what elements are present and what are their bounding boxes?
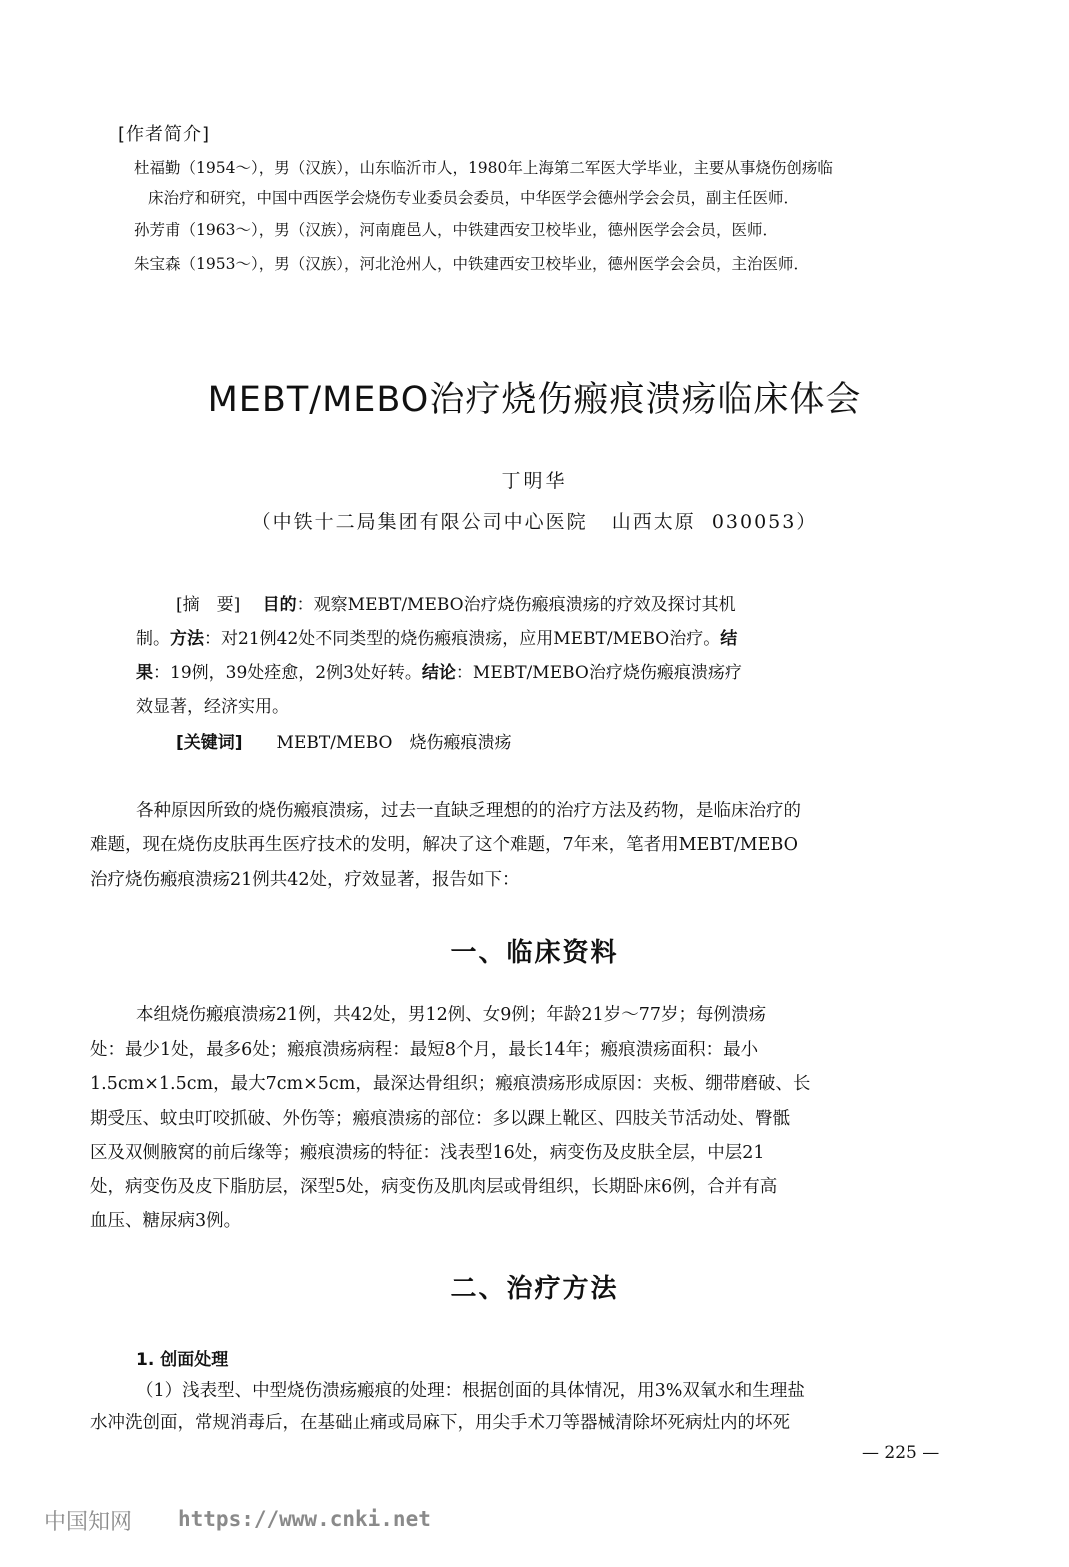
- abstract-result-tag: 结: [720, 629, 738, 649]
- article-author: 丁明华: [501, 470, 568, 492]
- section-heading: 一、临床资料: [450, 938, 619, 968]
- body-line: 区及双侧腋窝的前后缘等；瘢痕溃疡的特征：浅表型16处，病变伤及皮肤全层，中层21: [90, 1143, 765, 1163]
- author-bio-line: 孙芳甫（1963～），男（汉族），河南鹿邑人，中铁建西安卫校毕业，德州医学会会员，医师．: [134, 221, 778, 239]
- abstract-line: 效显著，经济实用。: [136, 697, 289, 717]
- abstract-conclusion-tag: 结论: [421, 663, 456, 683]
- abstract-line: [136, 662, 896, 684]
- abstract-text: ：19例，39处痊愈，2例3处好转。: [153, 663, 422, 683]
- body-line: 处，病变伤及皮下脂肪层，深型5处，病变伤及肌肉层或骨组织，长期卧床6例，合并有高: [90, 1177, 778, 1197]
- body-line: 血压、糖尿病3例。: [90, 1211, 242, 1231]
- article-affiliation: （中铁十二局集团有限公司中心医院 山西太原 030053）: [251, 511, 818, 533]
- abstract-text: 制。: [136, 629, 170, 649]
- abstract-text: ：对21例42处不同类型的烧伤瘢痕溃疡，应用MEBT/MEBO治疗。: [204, 629, 721, 649]
- keywords-label: [关键词]: [176, 733, 243, 753]
- body-line: 各种原因所致的烧伤瘢痕溃疡，过去一直缺乏理想的的治疗方法及药物，是临床治疗的: [136, 801, 801, 821]
- abstract-label: [摘 要]: [176, 595, 241, 615]
- body-line: 期受压、蚊虫叮咬抓破、外伤等；瘢痕溃疡的部位：多以踝上靴区、四肢关节活动处、臀骶: [90, 1109, 790, 1129]
- abstract-line: [176, 594, 936, 616]
- body-line: 1.5cm×1.5cm，最大7cm×5cm，最深达骨组织；瘢痕溃疡形成原因：夹板、绷带磨破、长: [90, 1074, 811, 1094]
- page-number: — 225 —: [862, 1443, 940, 1463]
- subsection-heading: 1. 创面处理: [136, 1350, 229, 1370]
- author-bio-line: 朱宝森（1953～），男（汉族），河北沧州人，中铁建西安卫校毕业，德州医学会会员，主治医师．: [134, 255, 809, 273]
- abstract-text: ：MEBT/MEBO治疗烧伤瘢痕溃疡疗: [455, 663, 742, 683]
- author-bio-line: 杜福勤（1954～），男（汉族），山东临沂市人，1980年上海第二军医大学毕业，主要从事烧伤创疡临: [134, 159, 833, 177]
- body-line: 水冲洗创面，常规消毒后，在基础止痛或局麻下，用尖手术刀等器械清除坏死病灶内的坏死: [90, 1413, 790, 1433]
- keywords-line: [176, 732, 936, 754]
- abstract-line: [136, 628, 896, 650]
- author-bio-heading: [作者简介]: [118, 124, 211, 145]
- section-heading: 二、治疗方法: [450, 1274, 619, 1304]
- article-title: MEBT/MEBO治疗烧伤瘢痕溃疡临床体会: [207, 380, 862, 420]
- body-line: 治疗烧伤瘢痕溃疡21例共42处，疗效显著，报告如下：: [90, 870, 520, 890]
- body-line: 难题，现在烧伤皮肤再生医疗技术的发明，解决了这个难题，7年来，笔者用MEBT/MEBO: [90, 835, 798, 855]
- keywords-text: MEBT/MEBO 烧伤瘢痕溃疡: [276, 733, 512, 753]
- author-bio-line: 床治疗和研究，中国中西医学会烧伤专业委员会委员，中华医学会德州学会会员，副主任医师．: [148, 189, 800, 207]
- body-line: 本组烧伤瘢痕溃疡21例，共42处，男12例、女9例；年龄21岁～77岁；每例溃疡: [136, 1005, 766, 1025]
- cnki-logo: 中国知网: [44, 1510, 133, 1535]
- abstract-method-tag: 方法: [170, 629, 204, 649]
- cnki-url[interactable]: https://www.cnki.net: [178, 1507, 431, 1531]
- abstract-purpose-tag: 目的: [262, 595, 297, 615]
- abstract-result-tag: 果: [136, 663, 153, 683]
- abstract-text: ：观察MEBT/MEBO治疗烧伤瘢痕溃疡的疗效及探讨其机: [296, 595, 736, 615]
- body-line: 处：最少1处，最多6处；瘢痕溃疡病程：最短8个月，最长14年；瘢痕溃疡面积：最小: [90, 1040, 759, 1060]
- body-line: （1）浅表型、中型烧伤溃疡瘢痕的处理：根据创面的具体情况，用3%双氧水和生理盐: [136, 1381, 805, 1401]
